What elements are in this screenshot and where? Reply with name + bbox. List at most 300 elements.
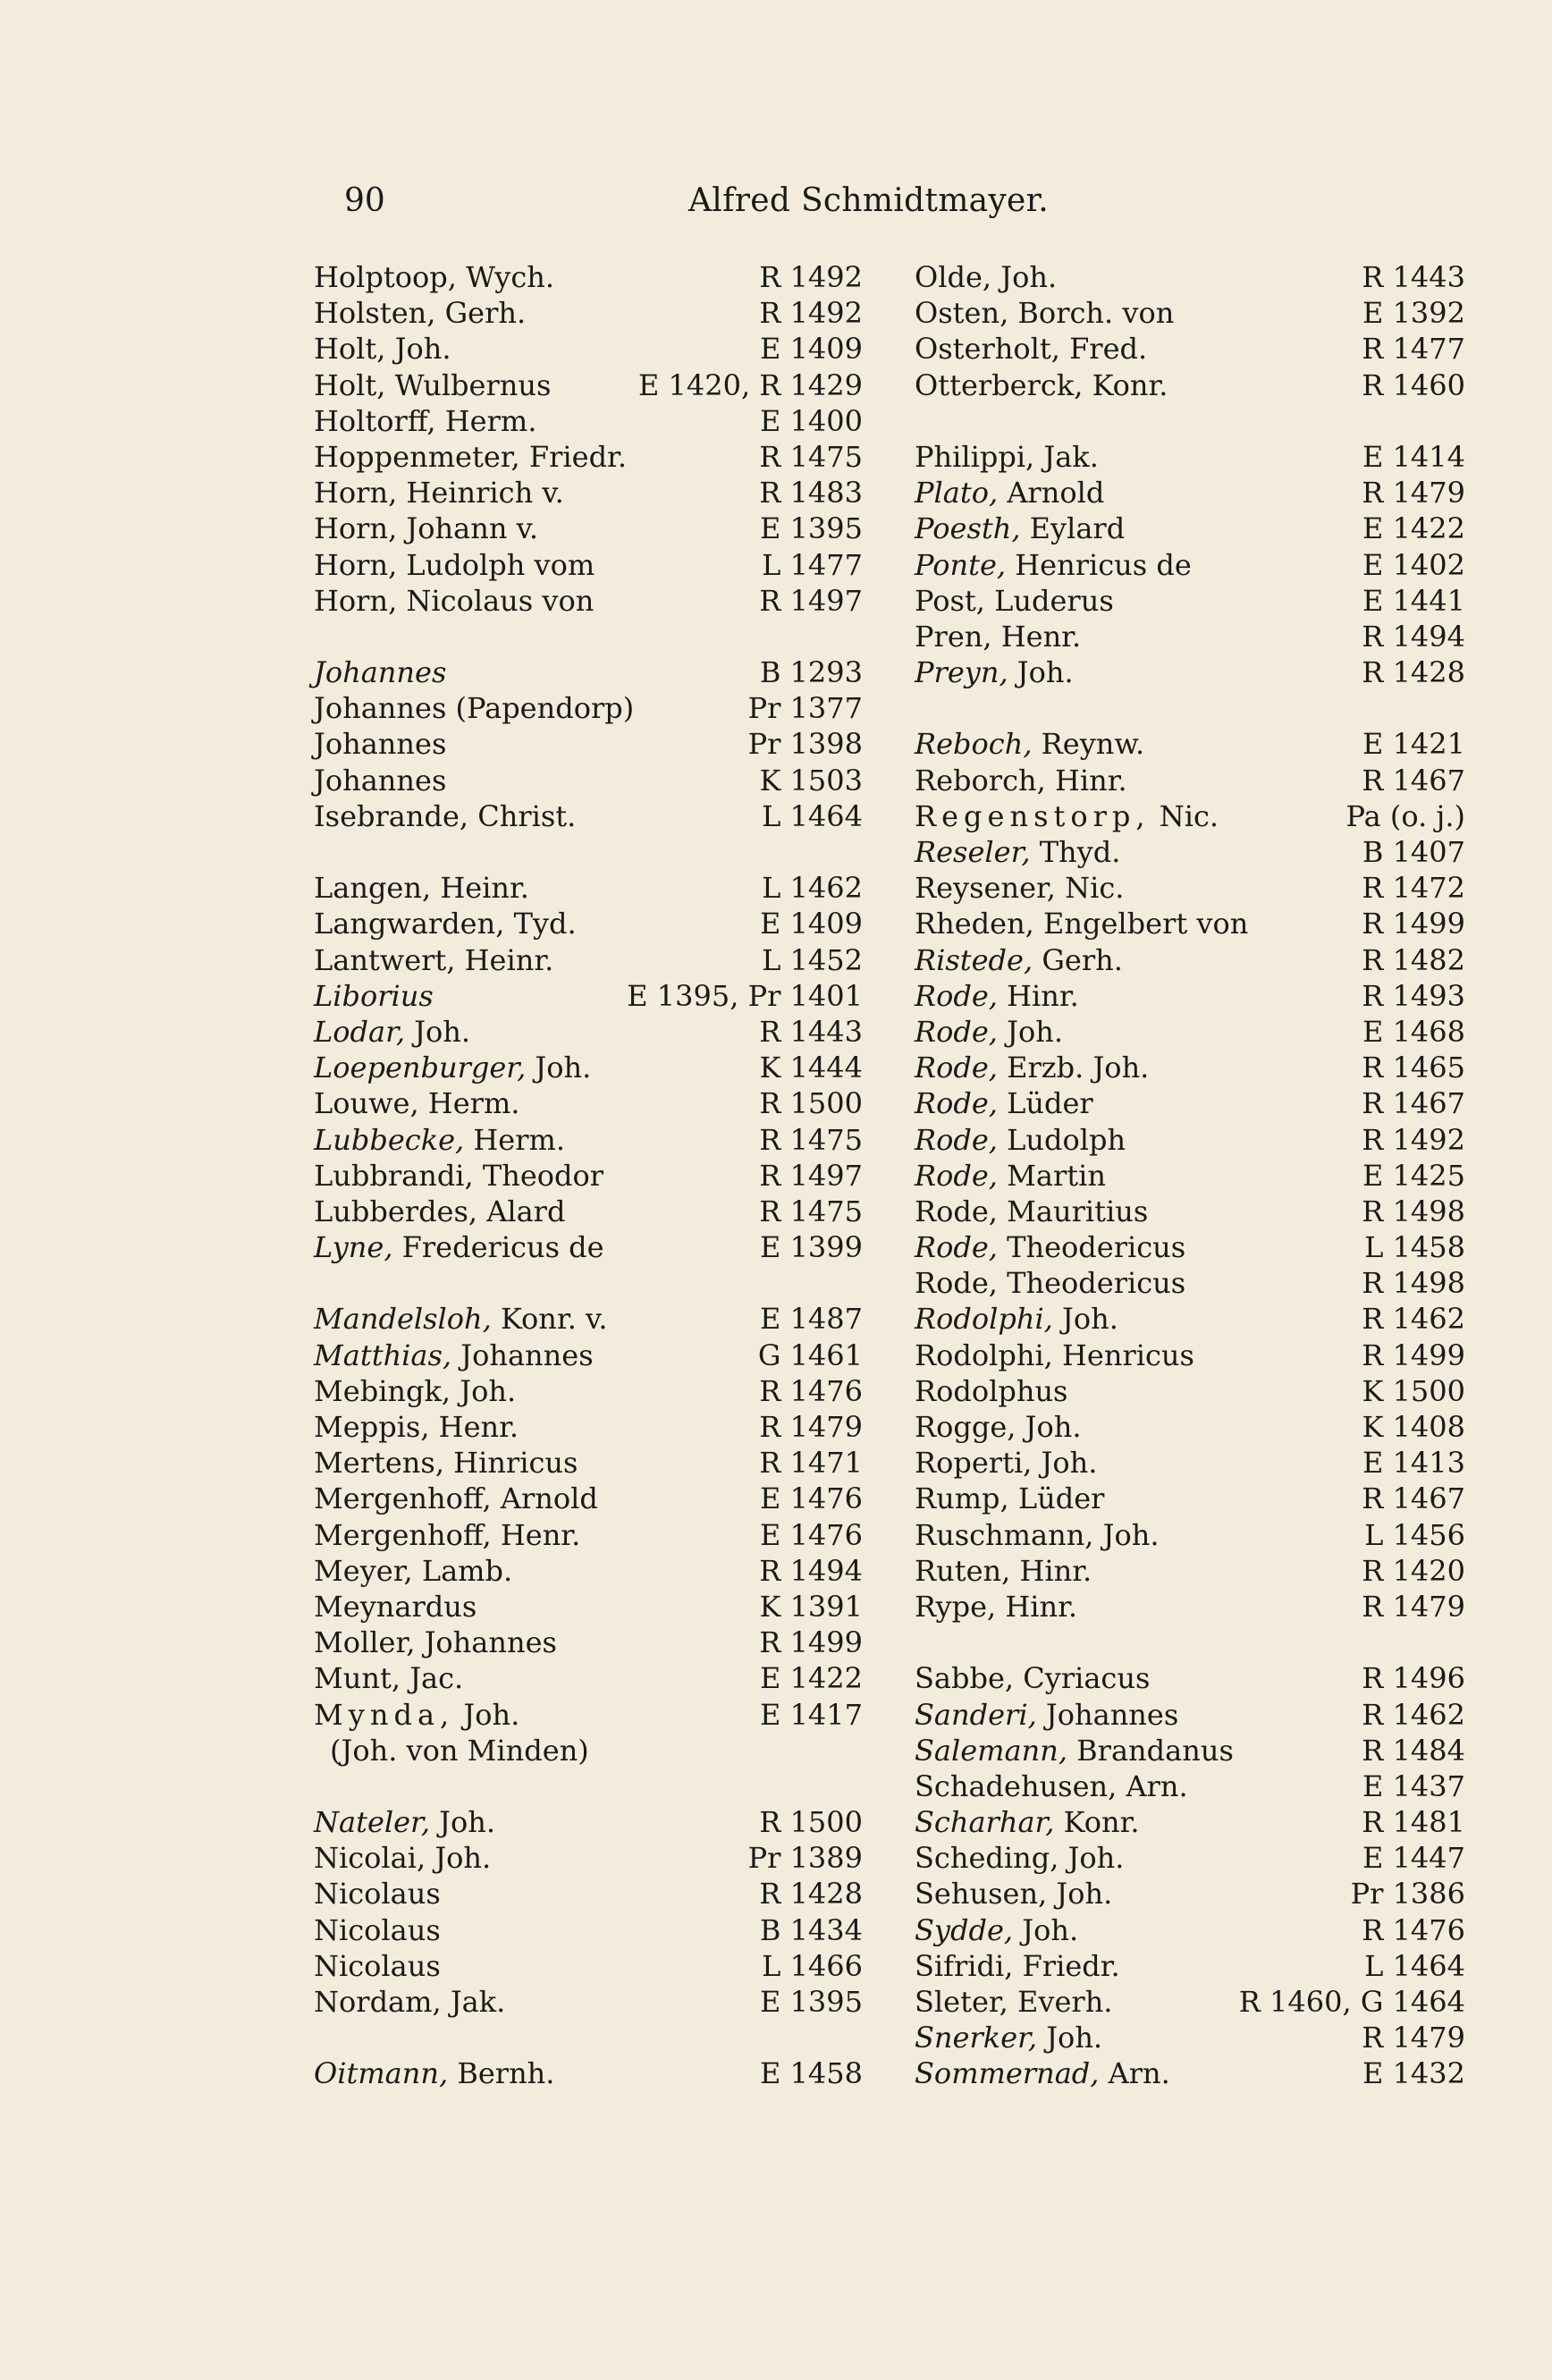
entry-name [915,1194,1148,1229]
entry-reference: E 1425 [1362,1158,1465,1193]
entry-name-text: Mergenhoff, Henr. [314,1517,581,1552]
index-entry [915,295,1465,331]
entry-name-text: Holt, Joh. [314,332,451,367]
entry-name-text: Joh. [430,1805,496,1840]
index-entry [314,295,863,331]
entry-name-italic: Reseler, [915,835,1031,869]
index-entry [915,1265,1465,1301]
blank-line [915,1625,1465,1660]
entry-reference: E 1420, R 1429 [637,367,863,402]
entry-name-text: Konr. [1054,1805,1140,1840]
entry-name-text: Joh. [1052,1302,1118,1337]
entry-name-text: Lüder [997,1086,1093,1121]
entry-name [314,1660,463,1696]
entry-name [314,978,434,1014]
entry-reference: E 1476 [760,1481,863,1516]
entry-name [314,870,529,906]
entry-name-text: Fredericus de [392,1230,604,1265]
entry-reference: E 1476 [760,1517,863,1552]
entry-name [915,1265,1185,1301]
entry-name [915,1481,1104,1516]
index-entry [915,1481,1465,1516]
entry-name-text: Ruten, Hinr. [915,1553,1092,1588]
entry-name-spaced: Regenstorp, [915,798,1151,833]
entry-name [314,1409,519,1445]
index-entry [314,1984,863,2020]
index-entry [915,978,1465,1014]
index-entry [314,798,863,834]
entry-name-text: Philippi, Jak. [915,439,1099,474]
entry-name [915,331,1147,367]
entry-reference: E 1432 [1362,2056,1465,2091]
entry-reference: E 1395 [760,511,863,546]
index-entry [314,1876,863,1912]
entry-reference: R 1484 [1362,1733,1465,1768]
entry-name-text: (Joh. von Minden) [330,1733,589,1768]
entry-reference: E 1395, Pr 1401 [627,978,863,1013]
entry-name-text: Otterberck, Konr. [915,367,1168,402]
entry-name [314,1553,512,1589]
entry-reference: R 1462 [1362,1697,1465,1732]
entry-name-text: Mebingk, Joh. [314,1373,517,1408]
entry-reference: B 1434 [759,1912,863,1947]
entry-name [314,1840,491,1876]
entry-name [915,1338,1194,1373]
entry-name-text: Sehusen, Joh. [915,1877,1113,1912]
entry-name-text: Holsten, Gerh. [314,296,527,331]
index-entry [314,403,863,439]
entry-reference: R 1499 [759,1625,863,1660]
index-entry [915,619,1465,654]
entry-reference: E 1458 [760,2056,863,2091]
entry-name-text: Osten, Borch. von [915,296,1175,331]
entry-name-text: Langen, Heinr. [314,871,529,906]
index-entry [915,583,1465,619]
entry-name [915,547,1192,583]
entry-name-text: Pren, Henr. [915,619,1082,654]
entry-name-text: Scheding, Joh. [915,1841,1125,1876]
entry-reference: R 1497 [759,1158,863,1193]
page-header [0,179,1552,232]
blank-line [314,834,863,870]
index-entry [314,906,863,941]
entry-name-italic: Plato, [915,476,999,511]
index-entry [915,654,1465,690]
entry-name-text: Theodericus [997,1230,1186,1265]
entry-name-text: Horn, Ludolph vom [314,547,595,582]
index-entry [314,654,863,690]
entry-name-text: Joh. [526,1051,592,1085]
entry-name-text: Joh. [454,1697,520,1732]
index-entry [915,1373,1465,1409]
entry-name-text: Nicolai, Joh. [314,1841,492,1876]
entry-reference: E 1417 [760,1697,863,1732]
index-entry [915,834,1465,870]
entry-name-text: Rodolphi, Henricus [915,1338,1194,1372]
entry-name [314,2055,554,2091]
entry-reference: E 1395 [760,1985,863,2019]
entry-name [915,295,1174,331]
entry-reference: R 1428 [759,1877,863,1912]
entry-name-text: Holptoop, Wych. [314,260,555,294]
entry-name-text: Meynardus [314,1589,477,1624]
entry-name-italic: Reboch, [915,727,1033,762]
entry-name-text: Johannes [1036,1697,1179,1732]
entry-name [915,619,1081,654]
entry-name-italic: Rodolphi, [915,1302,1053,1337]
entry-reference: L 1458 [1364,1230,1465,1265]
entry-name-spaced: Mynda, [314,1697,455,1732]
entry-name [314,1948,441,1984]
entry-name-text: Langwarden, Tyd. [314,907,577,941]
index-entry [314,1517,863,1553]
entry-reference: E 1414 [1362,439,1465,474]
entry-reference: R 1481 [1362,1805,1465,1840]
entry-name-italic: Rode, [915,1122,998,1157]
entry-name-italic: Lubbecke, [314,1122,465,1157]
entry-reference: L 1477 [762,547,863,582]
entry-reference: Pr 1389 [747,1841,863,1876]
entry-reference: R 1479 [759,1410,863,1444]
entry-name-text: Gerh. [1033,942,1123,977]
index-entry [915,1804,1465,1840]
entry-reference: E 1422 [760,1661,863,1696]
entry-name-text: Nicolaus [314,1877,441,1912]
entry-name-italic: Matthias, [314,1338,452,1372]
entry-reference: R 1420 [1362,1553,1465,1588]
entry-name-italic: Sydde, [915,1912,1014,1947]
entry-name [314,763,446,798]
blank-line [314,1265,863,1301]
entry-name [314,439,627,475]
entry-name [314,295,526,331]
index-entry [314,439,863,475]
index-entry [314,259,863,295]
entry-name-text: Schadehusen, Arn. [915,1768,1188,1803]
entry-reference: R 1475 [759,1194,863,1228]
entry-reference: L 1452 [762,942,863,977]
entry-name [314,259,554,295]
entry-name [915,1301,1118,1337]
entry-name [915,1229,1185,1265]
entry-name-italic: Johannes [314,655,447,690]
entry-name [915,1050,1149,1085]
index-entry [915,942,1465,978]
entry-name-text: Arn. [1099,2056,1170,2091]
entry-name [314,403,536,439]
entry-reference: R 1476 [1362,1912,1465,1947]
entry-name [915,1085,1093,1121]
entry-reference: R 1494 [759,1553,863,1588]
entry-reference: E 1402 [1362,547,1465,582]
entry-name-text: Joh. [1013,1912,1079,1947]
index-entry [314,1660,863,1696]
entry-name-text: Joh. [997,1014,1063,1049]
entry-name-text: Osterholt, Fred. [915,332,1148,367]
entry-reference: R 1460 [1362,367,1465,402]
entry-name-text: Munt, Jac. [314,1661,464,1696]
entry-name [915,654,1074,690]
entry-name [915,259,1057,295]
entry-name-italic: Salemann, [915,1733,1067,1768]
entry-name-italic: Rode, [915,1158,998,1193]
entry-name [915,1553,1092,1589]
entry-name-italic: Poesth, [915,511,1021,546]
entry-reference: E 1421 [1362,727,1465,762]
entry-reference: L 1456 [1364,1517,1465,1552]
entry-name-text: Lantwert, Heinr. [314,942,554,977]
index-entry [314,1338,863,1373]
entry-name-text: Rogge, Joh. [915,1410,1082,1444]
index-entry [915,1194,1465,1229]
index-entry [314,1085,863,1121]
index-entry [915,1158,1465,1194]
entry-name [314,583,594,619]
entry-reference: R 1500 [759,1086,863,1121]
entry-name [314,1697,519,1733]
entry-name-text: Brandanus [1067,1733,1234,1768]
index-entry [314,2055,863,2091]
index-entry [915,331,1465,367]
entry-reference: R 1428 [1362,655,1465,690]
entry-name [915,1733,1234,1768]
entry-name-italic: Nateler, [314,1805,430,1840]
entry-name [314,1122,565,1158]
entry-name-italic: Lyne, [314,1230,393,1265]
entry-name [314,1912,441,1948]
entry-name [314,1481,598,1516]
entry-name-text: Ruschmann, Joh. [915,1517,1160,1552]
entry-name-text: Sifridi, Friedr. [915,1948,1120,1983]
index-entry [915,511,1465,546]
entry-name-text: Horn, Nicolaus von [314,583,595,618]
entry-name-text: Joh. [1037,2021,1103,2055]
entry-name-text: Joh. [1008,655,1074,690]
index-entry [915,1984,1465,2020]
entry-name [314,331,451,367]
entry-name [314,1517,580,1553]
entry-name-text: Olde, Joh. [915,260,1058,294]
entry-reference: E 1447 [1362,1841,1465,1876]
index-entry [314,1733,863,1768]
entry-name-text: Reysener, Nic. [915,871,1125,906]
entry-name [915,1804,1140,1840]
entry-name [314,1589,477,1625]
entry-name [915,1984,1112,2020]
index-entry [314,1804,863,1840]
entry-name-italic: Scharhar, [915,1805,1055,1840]
entry-reference: R 1492 [759,296,863,331]
entry-name [314,1876,441,1912]
index-entry [915,475,1465,511]
entry-name-text: Ludolph [997,1122,1126,1157]
entry-reference: E 1487 [760,1302,863,1337]
index-entry [915,259,1465,295]
index-entry [314,547,863,583]
entry-name-italic: Rode, [915,1014,998,1049]
entry-name-italic: Oitmann, [314,2056,449,2091]
entry-name [915,1589,1077,1625]
entry-name [915,367,1168,403]
entry-name-text: Rodolphus [915,1373,1068,1408]
entry-name-text: Sleter, Everh. [915,1985,1113,2019]
entry-name [915,763,1127,798]
entry-name-text: Moller, Johannes [314,1625,557,1660]
entry-reference: E 1409 [760,907,863,941]
index-entry [915,547,1465,583]
entry-name [314,690,634,726]
index-entry [915,1229,1465,1265]
entry-name [314,942,553,978]
entry-name [314,798,576,834]
entry-name-italic: Ponte, [915,547,1007,582]
entry-name-text: Konr. v. [491,1302,608,1337]
entry-name-italic: Snerker, [915,2021,1038,2055]
entry-name [915,1158,1106,1194]
entry-name-text: Horn, Heinrich v. [314,476,564,511]
entry-name [915,1948,1120,1984]
index-entry [915,763,1465,798]
index-entry [915,1589,1465,1625]
index-entry [915,1697,1465,1733]
entry-reference: R 1498 [1362,1266,1465,1301]
entry-name [915,1912,1078,1948]
entry-name-text: Rode, Theodericus [915,1266,1186,1301]
entry-reference: K 1503 [759,763,863,798]
entry-reference: R 1497 [759,583,863,618]
index-entry [314,942,863,978]
index-entry [314,763,863,798]
index-entry [314,1122,863,1158]
entry-name-text: Henricus de [1006,547,1192,582]
entry-reference: R 1443 [759,1014,863,1049]
entry-name-text: Roperti, Joh. [915,1446,1098,1481]
index-entry [314,1158,863,1194]
entry-reference: R 1483 [759,476,863,511]
entry-name-text: Reynw. [1032,727,1145,762]
entry-reference: R 1467 [1362,1481,1465,1516]
blank-line [915,690,1465,726]
index-entry [915,726,1465,762]
entry-name-text: Horn, Johann v. [314,511,539,546]
index-entry [314,331,863,367]
index-entry [314,1948,863,1984]
index-entry [915,1912,1465,1948]
entry-name-text: Post, Luderus [915,583,1114,618]
entry-name-text: Nordam, Jak. [314,1985,506,2019]
index-entry [915,1050,1465,1085]
entry-reference: Pa (o. j.) [1345,798,1465,833]
index-entry [915,1122,1465,1158]
entry-name [314,1373,516,1409]
index-entry [314,1589,863,1625]
entry-name [314,1158,603,1194]
index-entry [314,1301,863,1337]
entry-reference: Pr 1386 [1350,1877,1465,1912]
index-entry [915,1840,1465,1876]
entry-reference: E 1392 [1362,296,1465,331]
entry-name-text: Rump, Lüder [915,1481,1105,1516]
entry-reference: R 1465 [1362,1051,1465,1085]
entry-name [314,511,538,546]
entry-reference: E 1441 [1362,583,1465,618]
entry-name [314,1625,557,1660]
entry-name-text: Hoppenmeter, Friedr. [314,439,627,474]
entry-name-italic: Lodar, [314,1014,406,1049]
entry-name [314,367,551,403]
entry-name-text: Nic. [1150,798,1219,833]
entry-name-text: Lubbrandi, Theodor [314,1158,604,1193]
entry-reference: R 1493 [1362,978,1465,1013]
index-entry [915,1733,1465,1768]
index-entry [915,906,1465,941]
entry-name-text: Erzb. Joh. [997,1051,1150,1085]
entry-name [915,834,1120,870]
entry-name [915,2020,1102,2055]
entry-name-text: Rheden, Engelbert von [915,907,1249,941]
entry-name-text: Eylard [1020,511,1126,546]
index-entry [314,1373,863,1409]
entry-name-text: Holtorff, Herm. [314,403,537,438]
entry-name-italic: Ristede, [915,942,1033,977]
entry-reference: L 1462 [762,871,863,906]
index-entry [915,1876,1465,1912]
entry-name [915,583,1114,619]
entry-name [915,1768,1188,1804]
entry-reference: E 1400 [760,403,863,438]
entry-name-italic: Mandelsloh, [314,1302,492,1337]
index-entry [314,1014,863,1050]
entry-name-italic: Rode, [915,1230,998,1265]
entry-name [314,1050,591,1085]
entry-name-italic: Sommernad, [915,2056,1100,2091]
entry-name [915,1876,1112,1912]
entry-reference: E 1422 [1362,511,1465,546]
entry-reference: R 1477 [1362,332,1465,367]
entry-reference: B 1293 [759,655,863,690]
entry-reference: R 1499 [1362,1338,1465,1372]
entry-name-text: Rype, Hinr. [915,1589,1078,1624]
entry-reference: L 1466 [762,1948,863,1983]
index-entry [915,439,1465,475]
index-entry [314,475,863,511]
entry-name-text: Reborch, Hinr. [915,763,1127,798]
index-entry [314,690,863,726]
index-entry [314,1409,863,1445]
entry-reference: K 1391 [759,1589,863,1624]
entry-name-text: Mertens, Hinricus [314,1446,578,1481]
entry-name-text: Nicolaus [314,1948,441,1983]
entry-reference: R 1467 [1362,763,1465,798]
index-entry [314,583,863,619]
entry-name-text: Johannes (Papendorp) [314,691,635,726]
index-entry [915,1409,1465,1445]
entry-name-italic: Sanderi, [915,1697,1037,1732]
entry-reference: B 1407 [1362,835,1465,869]
entry-reference: R 1475 [759,1122,863,1157]
entry-reference: E 1468 [1362,1014,1465,1049]
entry-reference: R 1499 [1362,907,1465,941]
index-entry [915,2020,1465,2055]
index-entry [915,2055,1465,2091]
entry-name-text: Herm. [464,1122,566,1157]
entry-reference: R 1479 [1362,1589,1465,1624]
index-entry [915,1338,1465,1373]
entry-reference: Pr 1377 [747,691,863,726]
entry-name [314,906,577,941]
entry-name [915,870,1124,906]
entry-name-text: Johannes [314,763,447,798]
